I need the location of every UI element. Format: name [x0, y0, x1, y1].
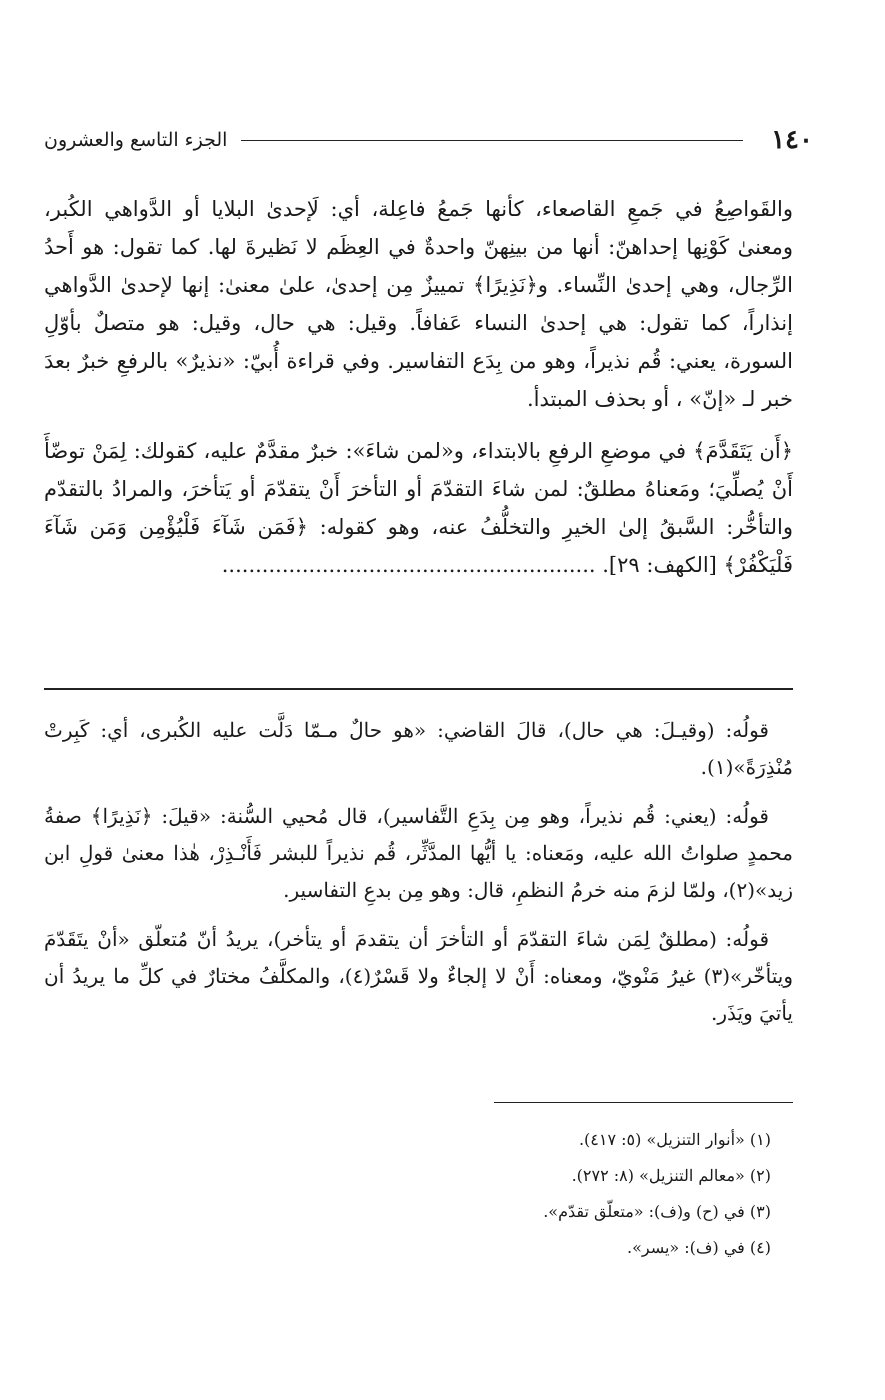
main-paragraph-2: ﴿أَن يَتَقَدَّمَ﴾ في موضعِ الرفعِ بالابتداء، و«لمن شاءَ»: خبرٌ مقدَّمٌ عليه، كقولك: لِمَنْ توضّأَ أَنْ يُصلِّيَ؛ ومَعناهُ مطلقٌ: لمن شاءَ التقدّمَ أو التأخرَ أَنْ يتقدّمَ أو يَتأخرَ، والمرادُ بالتقدّم والتأخُّر: السَّبقُ إلىٰ الخيرِ والتخلُّفُ عنه، وهو كقوله: ﴿فَمَن شَآءَ فَلْيُؤْمِن وَمَن شَآءَ فَلْيَكْفُرْ﴾ [الكهف: ٢٩]. ........................................................ [44, 439, 793, 577]
commentary-paragraph-3: قولُه: (مطلقٌ لِمَن شاءَ التقدّمَ أو التأخرَ أن يتقدمَ أو يتأخر)، يريدُ أنّ مُتعلّق «أنْ يتَقَدّمَ ويتأخّر»(٣) غيرُ مَنْويّ، ومعناه: أَنْ لا إلجاءٌ ولا قَسْرٌ(٤)، والمكلَّفُ مختارٌ في كلِّ ما يريدُ أن يأتيَ ويَذَر. [44, 927, 794, 1025]
footnote-2: (٢) «معالم التنزيل» (٨: ٢٧٢). [571, 1166, 771, 1185]
main-text [44, 190, 793, 598]
main-paragraph-1: والقَواصِعُ في جَمعِ القاصعاء، كأنها جَمعُ فاعِلة، أي: لَإحدىٰ البلايا أو الدَّواهي الكُبر، ومعنىٰ كَوْنِها إحداهنّ: أنها من بينِهنّ واحدةٌ في العِظَم لا نَظيرةَ لها. كما تقول: هو أَحدُ الرِّجال، وهي إحدىٰ النِّساء. و﴿نَذِيرًا﴾ تمييزٌ مِن إحدىٰ، علىٰ معنىٰ: إنها لإحدىٰ الدَّواهي إنذاراً، كما تقول: هي إحدىٰ النساء عَفافاً. وقيل: هي حال، وقيل: هو متصلٌ بأوّلِ السورة، يعني: قُم نذيراً، وهو من بِدَع التفاسير. وفي قراءة أُبيّ: «نذيرٌ» بالرفعِ خبرٌ بعدَ خبر لـ «إنّ» ، أو بحذف المبتدأ. [44, 197, 793, 411]
page-number: ١٤٠ [771, 125, 813, 155]
footnote-4: (٤) في (ف): «يسر». [626, 1238, 771, 1257]
commentary [44, 712, 793, 1044]
commentary-paragraph-1: قولُه: (وقيـلَ: هي حال)، قالَ القاضي: «هو حالٌ مـمّا دَلَّت عليه الكُبرى، أي: كَبِرتْ مُنْذِرَةً»(١). [44, 718, 793, 779]
page-header [44, 120, 813, 160]
footnote-1: (١) «أنوار التنزيل» (٥: ٤١٧). [578, 1130, 771, 1149]
section-divider [44, 688, 793, 690]
running-title: الجزء التاسع والعشرون [44, 129, 228, 151]
header-rule [241, 140, 743, 141]
footnote-rule [494, 1102, 793, 1103]
footnote-3: (٣) في (ح) و(ف): «متعلّق تقدّم». [543, 1202, 771, 1221]
commentary-paragraph-2: قولُه: (يعني: قُم نذيراً، وهو مِن بِدَعِ التَّفاسير)، قال مُحيي السُّنة: «قيلَ: ﴿نَذِيرًا﴾ صفةُ محمدٍ صلواتُ الله عليه، ومَعناه: يا أيُّها المدَّثِّر، قُم نذيراً للبشر فَأَنْـذِرْ، هٰذا معنىٰ قولِ ابن زيد»(٢)، ولمّا لزمَ منه خرمُ النظمِ، قال: وهو مِن بدعِ التفاسير. [44, 804, 793, 902]
footnotes [44, 1122, 793, 1266]
